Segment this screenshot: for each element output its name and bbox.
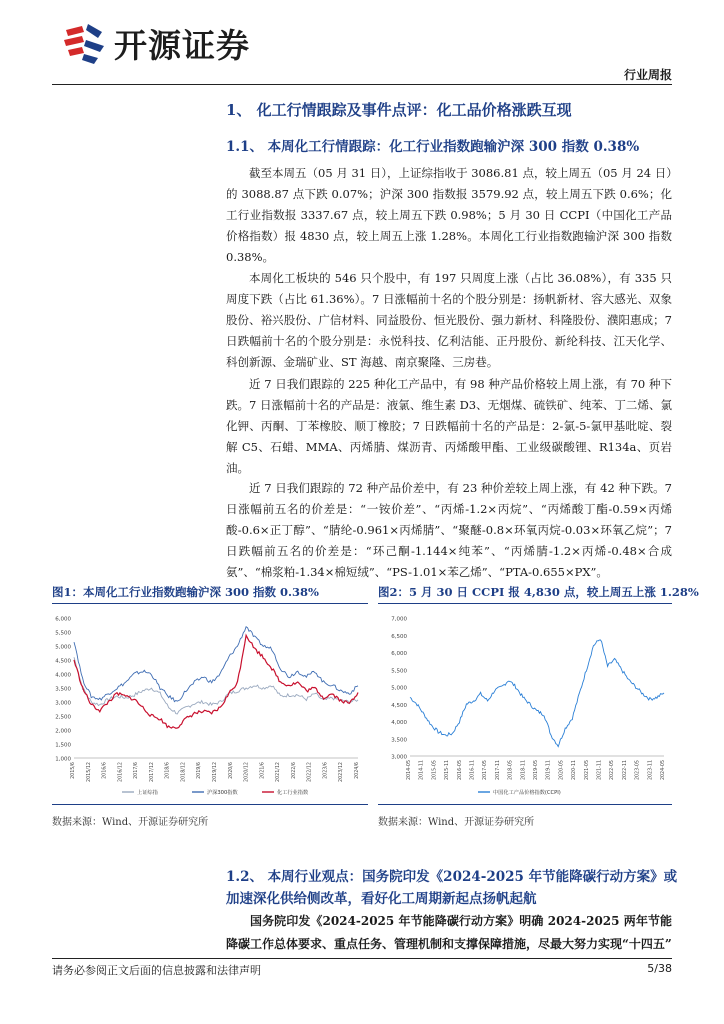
figure-1-top-rule (52, 603, 368, 604)
figure-2-legend-label: 中国化工产品价格指数(CCPI) (493, 790, 561, 796)
figure-1-legend-label: 沪深300指数 (207, 790, 238, 796)
figure-1-x-tick-label: 2022/12 (307, 762, 313, 782)
figure-2-x-tick-label: 2020-05 (559, 760, 565, 781)
paragraph-product-prices: 近 7 日我们跟踪的 225 种化工产品中，有 98 种产品价格较上周上涨，有 70 种下跌。7 日涨幅前十名的产品是：液氯、维生素 D3、无烟煤、硫铁矿、纯苯、丁二烯、氯化钾、丙酮、丁苯橡胶、顺丁橡胶；7 日跌幅前十名的产品是：2-氯-5-氯甲基吡啶、裂解 C5、石蜡、MMA、丙烯腈、煤沥青、丙烯酸甲酯、工业级碳酸锂、R134a、页岩油。 (226, 377, 672, 475)
figure-1-x-tick-label: 2016/6 (102, 762, 108, 779)
section-1-1-title: 1.1、 本周化工行情跟踪：化工行业指数跑输沪深 300 指数 0.38% (226, 139, 640, 155)
figure-1-series-line (74, 657, 358, 714)
figure-1-x-tick-label: 2023/12 (339, 762, 345, 782)
figure-2-x-tick-label: 2022-05 (610, 760, 616, 781)
figure-2-x-tick-label: 2023-11 (648, 760, 654, 781)
figure-1-y-tick-label: 1,500 (55, 742, 71, 749)
figure-1-x-tick-label: 2017/12 (149, 762, 155, 782)
figure-1-series-line (74, 627, 358, 702)
figure-2-bottom-rule (378, 804, 672, 805)
figure-1-x-tick-label: 2017/6 (134, 762, 140, 779)
figure-1-x-tick-label: 2020/12 (244, 762, 250, 782)
figure-2-x-tick-label: 2017-05 (483, 760, 489, 781)
figure-1-x-tick-label: 2020/6 (228, 762, 234, 779)
footer-divider (52, 958, 672, 959)
figure-2-x-tick-label: 2017-11 (495, 760, 501, 781)
figure-2-y-tick-label: 4,500 (391, 702, 407, 709)
figure-1-y-tick-label: 2,000 (55, 728, 71, 735)
paragraph-stock-movers: 本周化工板块的 546 只个股中，有 197 只周度上涨（占比 36.08%），有 335 只周度下跌（占比 61.36%）。7 日涨幅前十名的个股分别是：扬帆新材、容大感光、双象股份、裕兴股份、广信材料、同益股份、恒光股份、强力新材、科隆股份、濮阳惠成；7 日跌幅前十名的个股分别是：永悦科技、亿利洁能、正丹股份、新纶科技、江天化学、科创新源、金瑞矿业、ST 海越、南京聚隆、三房巷。 (226, 271, 672, 369)
figure-2-x-tick-label: 2015-05 (432, 760, 438, 781)
figure-2-caption: 图2：5 月 30 日 CCPI 报 4,830 点，较上周五上涨 1.28% (378, 585, 699, 599)
figure-2-x-tick-label: 2018-05 (508, 760, 514, 781)
figure-2-x-tick-label: 2016-05 (457, 760, 463, 781)
figure-1-series-line (74, 635, 358, 728)
figure-1-x-tick-label: 2024/6 (355, 762, 360, 779)
figure-1-caption: 图1：本周化工行业指数跑输沪深 300 指数 0.38% (52, 585, 319, 599)
brand-logo-icon (62, 22, 108, 64)
figure-2-x-tick-label: 2014-11 (419, 760, 425, 781)
figure-1-x-tick-label: 2022/6 (291, 762, 297, 779)
figure-1-y-tick-label: 3,500 (55, 686, 71, 693)
figure-1-legend-label: 化工行业指数 (277, 790, 309, 796)
figure-1-x-tick-label: 2015/6 (71, 762, 76, 779)
figure-2-y-tick-label: 4,000 (391, 720, 407, 726)
figure-2-x-tick-label: 2018-11 (521, 760, 527, 781)
figure-1-source: 数据来源：Wind、开源证券研究所 (52, 817, 209, 828)
figure-1-y-tick-label: 4,000 (55, 672, 71, 679)
figure-2-top-rule (378, 603, 672, 604)
figure-2-x-tick-label: 2021-11 (597, 760, 603, 781)
figure-2-x-tick-label: 2020-11 (572, 760, 578, 781)
figure-1-y-tick-label: 1,000 (55, 756, 71, 763)
figure-2-source: 数据来源：Wind、开源证券研究所 (378, 817, 535, 828)
figure-2-y-tick-label: 3,000 (391, 754, 407, 761)
figure-2-y-tick-label: 3,500 (391, 737, 407, 744)
paragraph-price-spreads: 近 7 日我们跟踪的 72 种产品价差中，有 23 种价差较上周上涨，有 42 种下跌。7 日涨幅前五名的价差是：“一铵价差”、“丙烯-1.2×丙烷”、“丙烯酸丁酯-0.59×丙烯酸-0.6×正丁醇”、“腈纶-0.961×丙烯腈”、“聚醚-0.8×环氧丙烷-0.03×环氧乙烷”；7 日跌幅前五名的价差是：“环己酮-1.144×纯苯”、“丙烯腈-1.2×丙烯-0.48×合成氨”、“棉浆粕-1.34×棉短绒”、“PS-1.01×苯乙烯”、“PTA-0.655×PX”。 (226, 481, 672, 579)
paragraph-market-summary: 截至本周五（05 月 31 日），上证综指收于 3086.81 点，较上周五（05 月 24 日）的 3088.87 点下跌 0.07%；沪深 300 指数报 3579.92 点，较上周五下跌 0.6%；化工行业指数报 3337.67 点，较上周五下跌 0.98%；5 月 30 日 CCPI（中国化工产品价格指数）报 4830 点，较上周五上涨 1.28%。本周化工行业指数跑输沪深 300 指数 0.38%。 (226, 166, 672, 264)
figure-1-x-tick-label: 2021/6 (260, 762, 266, 779)
figure-2-x-tick-label: 2022-11 (622, 760, 628, 781)
header-divider (52, 84, 672, 85)
figure-2-y-tick-label: 5,500 (391, 668, 407, 675)
footer-disclaimer: 请务必参阅正文后面的信息披露和法律声明 (52, 964, 261, 977)
page-number: 5/38 (647, 962, 672, 975)
figure-1-bottom-rule (52, 804, 368, 805)
figure-2-y-tick-label: 7,000 (391, 616, 407, 623)
figure-2-y-tick-label: 6,000 (391, 651, 407, 657)
figure-1-x-tick-label: 2023/6 (323, 762, 329, 779)
figure-1-x-tick-label: 2018/12 (181, 762, 187, 782)
figure-1-legend-label: 上证综指 (137, 790, 158, 796)
figure-2-series-line (410, 640, 664, 747)
figure-2-x-tick-label: 2015-11 (445, 760, 451, 781)
figure-2-y-tick-label: 5,000 (391, 685, 407, 692)
figure-2-x-tick-label: 2024-05 (661, 760, 666, 781)
figure-2-x-tick-label: 2019-05 (534, 760, 539, 781)
figure-1-chart (52, 606, 368, 802)
section-1-2-title: 1.2、 本周行业观点：国务院印发《2024-2025 年节能降碳行动方案》或加速深化供给侧改革，看好化工周期新起点扬帆起航 (226, 869, 678, 907)
figure-1-x-tick-label: 2018/6 (165, 762, 171, 779)
figure-1-y-tick-label: 5,000 (55, 644, 71, 651)
figure-2-y-tick-label: 6,500 (391, 633, 407, 640)
figure-2-x-tick-label: 2014-05 (407, 760, 412, 781)
figure-2-chart (378, 606, 672, 802)
figure-1-x-tick-label: 2016/12 (118, 762, 124, 782)
figure-1-y-tick-label: 4,500 (55, 658, 71, 665)
figure-1-y-tick-label: 3,000 (55, 700, 71, 707)
figure-1-x-tick-label: 2019/6 (197, 762, 203, 779)
figure-2-x-tick-label: 2019-11 (546, 760, 552, 781)
figure-1-x-tick-label: 2015/12 (86, 762, 92, 782)
report-type-tag: 行业周报 (623, 68, 672, 82)
figure-2-x-tick-label: 2016-11 (470, 760, 476, 781)
figure-1-y-tick-label: 6,000 (55, 616, 71, 623)
figure-1-y-tick-label: 2,500 (55, 714, 71, 721)
figure-2-x-tick-label: 2023-05 (635, 760, 641, 781)
paragraph-policy: 国务院印发《2024-2025 年节能降碳行动方案》明确 2024-2025 两年节能降碳工作总体要求、重点任务、管理机制和支撑保障措施，尽最大努力实现“十四五” (226, 914, 672, 951)
figure-1-x-tick-label: 2021/12 (276, 762, 282, 782)
section-1-title: 1、 化工行情跟踪及事件点评：化工品价格涨跌互现 (226, 101, 572, 119)
figure-2-x-tick-label: 2021-05 (584, 760, 590, 781)
brand-name: 开源证券 (114, 26, 250, 65)
figure-1-y-tick-label: 5,500 (55, 630, 71, 637)
figure-1-x-tick-label: 2019/12 (213, 762, 218, 782)
